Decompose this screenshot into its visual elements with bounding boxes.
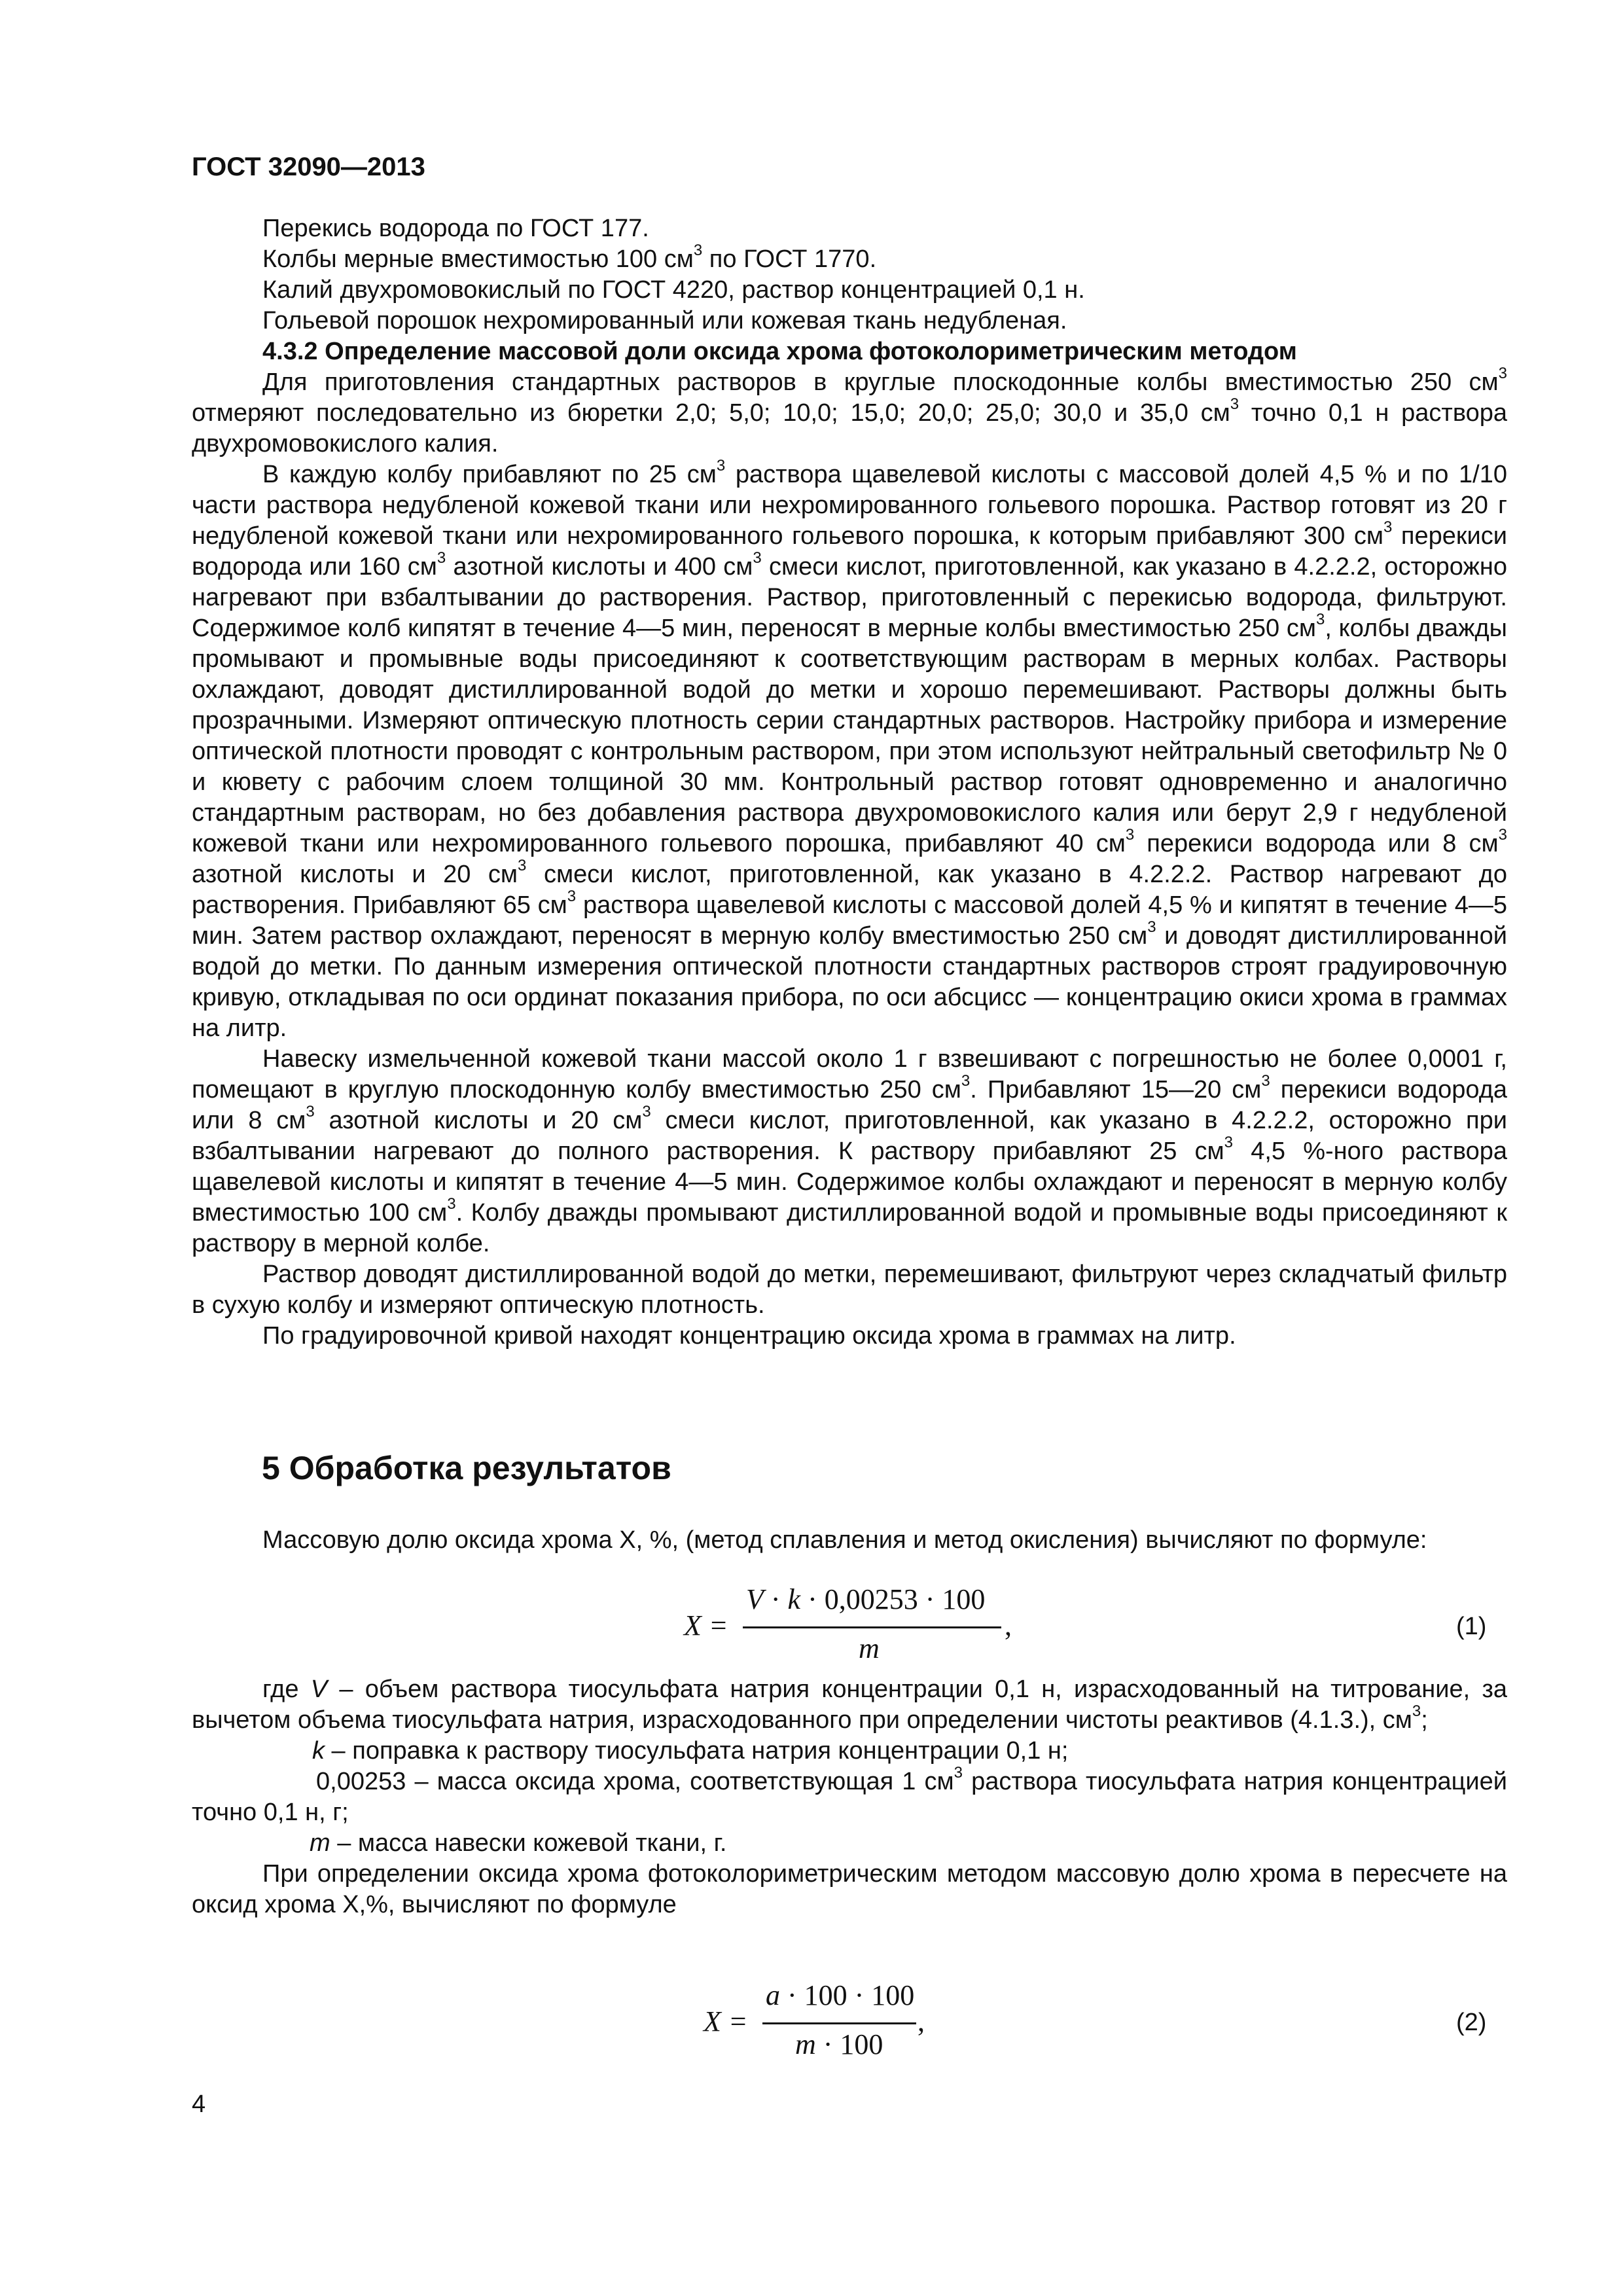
formula-denominator: m · 100 [795,2028,883,2060]
section-intro: Массовую долю оксида хрома X, %, (метод сплавления и метод окисления) вычисляют по формуле: [262,1526,1427,1554]
list-line: Колбы мерные вместимостью 100 $см^3$ по ГОСТ 1770. [262,242,877,273]
formula-comma: , [918,2005,925,2037]
variable-definitions [192,1674,1507,1920]
paragraph: В каждую колбу прибавляют по 25 $см^3$ раствора щавелевой кислоты с массовой долей 4,5 % и по 1/10 части раствора недубленой кожевой ткани или нехромированного гольевого порошка. Раствор готовят из 20 г недубленой кожевой ткани или нехромированного гольевого порошка, к которым прибавляют 300 $см^3$ перекиси водорода или 160 $см^3$ азотной кислоты и 400 $см^3$ смеси кислот, приготовленной, как указано в 4.2.2.2, осторожно нагревают при взбалтывании до растворения. Раствор, приготовленный с перекисью водорода, фильтруют. Содержимое колб кипятят в течение 4—5 мин, переносят в мерные колбы вместимостью 250 $см^3$, колбы дважды промывают и промывные воды присоединяют к соответствующим растворам в мерных колбах. Растворы охлаждают, доводят дистиллированной водой до метки и хорошо перемешивают. Растворы должны быть прозрачными. Измеряют оптическую плотность серии стандартных растворов. Настройку прибора и измерение оптической плотности проводят с контрольным раствором, при этом используют нейтральный светофильтр № 0 и кювету с рабочим слоем толщиной 30 мм. Контрольный раствор готовят одновременно и аналогично стандартным растворам, но без добавления раствора двухромовокислого калия или берут 2,9 г недубленой кожевой ткани или нехромированного гольевого порошка, прибавляют 40 $см^3$ перекиси водорода или 8 $см^3$ азотной кислоты и 20 $см^3$ смеси кислот, приготовленной, как указано в 4.2.2.2. Раствор нагревают до растворения. Прибавляют 65 $см^3$ раствора щавелевой кислоты с массовой долей 4,5 % и кипятят в течение 4—5 мин. Затем раствор охлаждают, переносят в мерную колбу вместимостью 250 $см^3$ и доводят дистиллированной водой до метки. По данным измерения оптической плотности стандартных растворов строят градуировочную кривую, откладывая по оси ординат показания прибора, по оси абсцисс — концентрацию окиси хрома в граммах на литр. [192,457,1507,1042]
list-line: Калий двухромовокислый по ГОСТ 4220, раствор концентрацией 0,1 н. [262,276,1085,304]
formula-numerator: V · k · 0,00253 · 100 [746,1583,986,1615]
section-heading: 4.3.2 Определение массовой доли оксида хрома фотоколориметрическим методом [262,338,1297,365]
definition-v: где V – объем раствора тиосульфата натрия концентрации 0,1 н, израсходованный на титрование, за вычетом объема тиосульфата натрия, израсходованного при определении чистоты реактивов (4.1.3.), $см^3$; [192,1676,1507,1734]
paragraph: При определении оксида хрома фотоколориметрическим методом массовую долю хрома в пересчете на оксид хрома X,%, вычисляют по формуле [192,1860,1507,1918]
formula-denominator: m [859,1632,880,1664]
body-text [192,213,1507,1352]
formula-1 [0,1584,1623,1682]
paragraph: Навеску измельченной кожевой ткани массой около 1 г взвешивают с погрешностью не более 0,0001 г, помещают в круглую плоскодонную колбу вместимостью 250 $см^3$. Прибавляют 15—20 $см^3$ перекиси водорода или 8 $см^3$ азотной кислоты и 20 $см^3$ смеси кислот, приготовленной, как указано в 4.2.2.2, осторожно при взбалтывании нагревают до полного растворения. К раствору прибавляют 25 $см^3$ 4,5 %-ного раствора щавелевой кислоты и кипятят в течение 4—5 мин. Содержимое колбы охлаждают и переносят в мерную колбу вместимостью 100 $см^3$. Колбу дважды промывают дистиллированной водой и промывные воды присоединяют к раствору в мерной колбе. [192,1045,1508,1257]
formula-numerator: a · 100 · 100 [766,1979,915,2011]
document-header: ГОСТ 32090—2013 [192,152,425,181]
equation-number: (2) [1456,2009,1487,2036]
formula-lhs: X = [704,2005,748,2037]
paragraph: Раствор доводят дистиллированной водой до метки, перемешивают, фильтруют через складчатый фильтр в сухую колбу и измеряют оптическую плотность. [192,1261,1507,1319]
paragraph: По градуировочной кривой находят концентрацию оксида хрома в граммах на литр. [262,1322,1236,1350]
formula-lhs: X = [684,1609,728,1641]
definition-constant: 0,00253 – масса оксида хрома, соответствующая 1 $см^3$ раствора тиосульфата натрия концентрацией точно 0,1 н, г; [192,1764,1507,1826]
section-title: 5 Обработка результатов [262,1450,671,1486]
formula-comma: , [1005,1609,1012,1641]
definition-m: m – масса навески кожевой ткани, г. [310,1829,727,1857]
fraction-bar [743,1626,1001,1628]
page-number: 4 [192,2090,206,2118]
equation-number: (1) [1456,1613,1487,1640]
list-line: Гольевой порошок нехромированный или кожевая ткань недубленая. [262,307,1067,334]
paragraph: Для приготовления стандартных растворов в круглые плоскодонные колбы вместимостью 250 $см^3$ отмеряют последовательно из бюретки 2,0; 5,0; 10,0; 15,0; 20,0; 25,0; 30,0 и 35,0 $см^3$ точно 0,1 н раствора двухромовокислого калия. [192,365,1507,457]
fraction-bar [762,2022,916,2024]
definition-k: k – поправка к раствору тиосульфата натрия концентрации 0,1 н; [312,1737,1069,1765]
formula-2 [0,1980,1623,2078]
list-line: Перекись водорода по ГОСТ 177. [262,215,649,242]
